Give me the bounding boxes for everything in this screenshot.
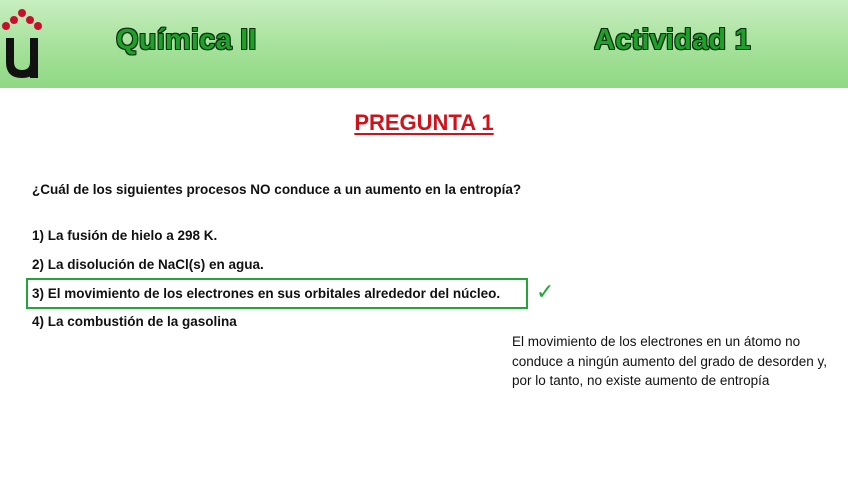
checkmark-icon: ✓: [536, 280, 555, 305]
answer-option-3: 3) El movimiento de los electrones en sus orbitales alrededor del núcleo.: [32, 286, 501, 301]
question-text: ¿Cuál de los siguientes procesos NO conduce a un aumento en la entropía?: [32, 182, 522, 197]
course-title: Química II: [116, 24, 257, 56]
header-banner: [0, 0, 848, 88]
university-logo-icon: [0, 8, 44, 80]
answer-option-1: 1) La fusión de hielo a 298 K.: [32, 228, 218, 243]
answer-explanation: El movimiento de los electrones en un átomo no conduce a ningún aumento del grado de desorden y, por lo tanto, no existe aumento de entropía: [512, 334, 827, 388]
answer-option-4: 4) La combustión de la gasolina: [32, 314, 237, 329]
answer-option-2: 2) La disolución de NaCl(s) en agua.: [32, 257, 264, 272]
activity-title: Actividad 1: [594, 24, 751, 56]
question-heading: PREGUNTA 1: [354, 110, 494, 135]
